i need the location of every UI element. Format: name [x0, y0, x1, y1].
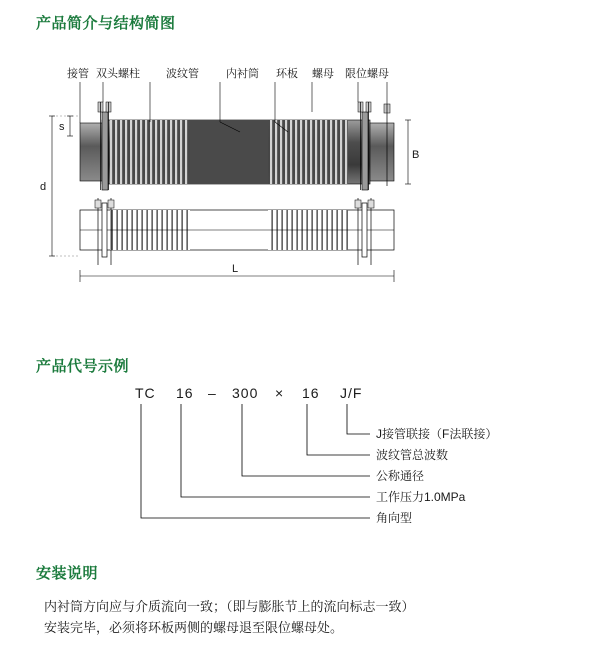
code-token-4: × [275, 385, 285, 401]
code-token-1: 16 [176, 385, 194, 401]
callout-label-2: 波纹管 [166, 68, 199, 80]
ring-plate-right [362, 112, 368, 190]
code-desc-3: 工作压力1.0MPa [376, 490, 466, 504]
dimension-label-s: s [59, 121, 65, 133]
callout-label-3: 内衬筒 [226, 68, 259, 80]
code-desc-2: 公称通径 [376, 469, 425, 483]
section-title-intro: 产品简介与结构简图 [36, 15, 176, 32]
section-title-code: 产品代号示例 [36, 358, 130, 375]
code-leader-lines [141, 404, 370, 518]
dimension-d [49, 116, 80, 256]
ring-plate-left [102, 112, 108, 190]
code-desc-4: 角向型 [376, 511, 413, 525]
callout-label-6: 限位螺母 [345, 68, 389, 80]
left-pipe [80, 123, 102, 181]
inner-liner-top [190, 120, 268, 184]
install-note-line-1: 安装完毕，必须将环板两侧的螺母退至限位螺母处。 [44, 620, 344, 635]
callout-label-5: 螺母 [312, 68, 334, 80]
dimension-s [67, 116, 73, 136]
code-token-0: TC [135, 385, 156, 401]
ring-plate-left-bottom [102, 203, 107, 257]
structure-diagram [40, 60, 560, 290]
code-token-2: – [208, 385, 217, 401]
dimension-label-d: d [40, 181, 47, 193]
callout-label-0: 接管 [67, 68, 89, 80]
code-desc-1: 波纹管总波数 [376, 448, 449, 462]
right-pipe [370, 123, 394, 181]
install-note-line-0: 内衬筒方向应与介质流向一致；（即与膨胀节上的流向标志一致） [44, 599, 415, 614]
ring-plate-right-bottom [362, 203, 367, 257]
bellows-corrugation-right [268, 120, 348, 184]
code-token-5: 16 [302, 385, 320, 401]
bellows-corrugation-left [110, 120, 190, 184]
section-title-install: 安装说明 [36, 565, 99, 582]
dimension-B [405, 120, 411, 184]
callout-label-4: 环板 [276, 68, 298, 80]
dimension-label-B: B [412, 149, 420, 161]
install-notes [44, 596, 564, 638]
callout-label-1: 双头螺柱 [96, 68, 140, 80]
code-token-6: J/F [340, 385, 363, 401]
code-desc-0: J接管联接（F法联接） [376, 427, 498, 441]
code-token-3: 300 [232, 385, 259, 401]
dimension-label-L: L [232, 263, 239, 275]
product-code-diagram [40, 380, 560, 540]
